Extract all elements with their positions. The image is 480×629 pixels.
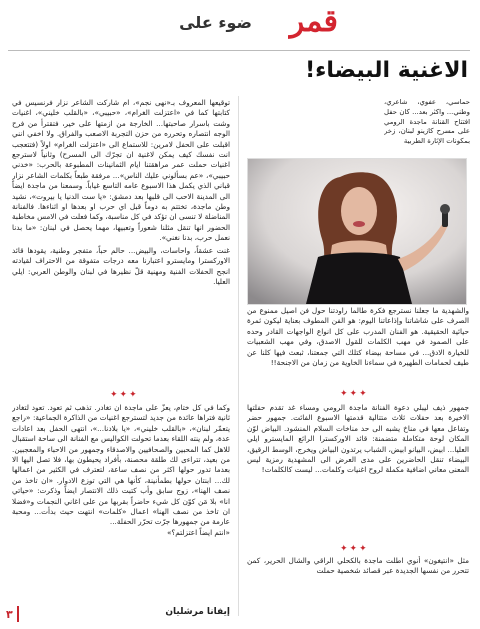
singer-photo xyxy=(247,158,467,305)
article-body-right-final: مثل «انتيغون» أنوي اطلت ماجدة بالكحلي الراقي والشال الحرير، كمن تتحرر من نفسها الجديدة عبر قصائد شخصية حملت xyxy=(247,556,469,576)
article-body-right-lower: جمهور ذيف ليبلي دعوة الفنانة ماجدة الرومي ومساء غد تقدم حفلتها الاخيرة بعد حفلات ثلاث متتالية قدمتها الاسبوع الفائت. جمهور حضر وتفاعل معها في مناخ يشبه الى حد مناخات السلام المنشود. البياض لوّن المكان لوحة متكاملة متضمنة: قائد الاوركسترا الرائع المايسترو ايلي العليا... ابيض، البيانو ابيض، الشباب يرتدون البياض ويخرج، الوسط الرقيق، البيضاء تنقل الحاضرين على مدى العرض الى المشهدية رمزية ليس المعنى معاني اضافية مكملة لروح اغنيات وكلمات... ليست كالكلمات! xyxy=(247,403,469,475)
singer-photo-icon xyxy=(248,159,466,304)
header-divider xyxy=(8,50,470,51)
left-paragraph: وكما في كل ختام، يعزّ على ماجدة ان تغادر. تذهب ثم تعود. تعود لتغادر ثانية فتراها عائدة من جديد لتسترجع اغنيات من الذاكرة الجماعية: «راجع يتعمّر لبنان»، «بالقلب خليني»، «يا بلادنا...»، انتهى الحفل بعد اعادات عدة، ولم ينته اللقاء بعدما تحولت الكواليس مع الفنانة الى ساحة استقبال للاهل كما المحبين والصحافيين والاصدقاء وجمهور من الاحباء والمعجبين. من بعيد، تتراءى لك طلقة محصنة، بأفراد يحيطون بها، فلا تصل اليها الا بعدما تدور حولها اكثر من نصف ساعة، لتعترف في الكثير من اعمالها لك... ابنتان حولها بطمأنينة، كأنها هي التي توزع الادوار. «ان تاخذ من نصف الهنا»، زوج سابق وأب كتبت ذلك الانتصار ايضاً وذكرت: «حياتي انا» بلا مَن كوّن كل شيء حاضراً بقربها من على اغاني النجمات و«فضلا ان تاخذ من نصف الهنا» اعمال «كلمات» انتهت حيث بدأت... ومحبة عارمة من جمهورها جرّت تحرّر الحفلة... xyxy=(12,403,230,527)
section-label: ضوء على xyxy=(179,13,252,32)
left-paragraph: «انتم ايضاً اعتزلتم؟» xyxy=(166,527,230,537)
page-number: ٣ xyxy=(6,608,13,621)
left-paragraph: غنت عشقاً، واحاسات، والبيض... حالم حباً، متفجر وطنية، يقودها قائد الاوركسترا ومايسترو اعتبارنا معه درجات متفوقة من الاحتراف لقيادته انجح الحفلات الفنية ومهنية قلّ نظيرها في لبنان والوطن العربي: ايلي العليا. xyxy=(12,245,230,286)
left-paragraph: توقيعها المعروف بـ«نهى نجم»، ام شاركت الشاعر نزار فرنسيس في كتابتها كما في «اعتزلت الغرام»، «حبيبي»، «بالقلب خليني»، اغنيات وشت باسرار صاحبتها... الخارجة من ازمتها على خير، فتقترأ من فرح الوجه انتصاره وتحرره من حزن التجربة الاصعب والفراق. ولا اخفي انني اقبلت على الحفل لامرين: للاستماع الى «اعتزلت الغرام» اولاً (فتتعجب انت نفسك كيف يمكن لاغنية ان تجرّك الى المسرح) وثانياً لاسترجع اغنيات حملت عمر مراهقتنا ايام الثمانينات المطبوعة بالحرب: «خدني حبيبي»، «عم بسألوني عليك الناس»... مرفقة طبعاً بكلمات الشاعر نزار قباني الذي يكمل هذا الاسبوع عامه التاسع غياباً. وسمعنا من ماجدة ايضاً الى المدينة الاحب الى قلبها بعد دمشق: «يا ست الدنيا يا بيروت»، نشيد وطن ماجدة، تختتم به دوماً قبل اي حرب او بعدها او اثناءها. فالفنانة المناضلة لا تنسى ان تؤكد في كل مناسبة، وكما فعلت في الامس مخاطبة الحضور انها تنقل مثلنا شعوراً وتعبيها، مهما يحصل في لبنان: «ما بدنا نعمل حرب، بدنا نغني». xyxy=(12,98,230,243)
article-body-right-mid: والشهدية ما جعلنا نسترجع فكرة طالما راودتنا حول فن اصيل ممنوع من الصرف على شاشاتنا وإذاعاتنا اليوم: هو الفن المطوف بعناية ليكون ثمرة حيائية الحقيقية. هو الفنان المدرب على كل انواع الواجهات القادر وحده على الصمود في مهب الكلمات للقول الاصدق، وفي مهب الشعبيات للخيارة الادق... في مساحة بيضاء كتلك التي جمعتنا، ثبعث فيها كلنا عن طيف لحمامات الطهيرة في سماءنا الخاوية من زمان من الاجنحة!! xyxy=(247,306,469,368)
brand-logo: قمر xyxy=(289,4,338,39)
article-title: الاغنية البيضاء! xyxy=(305,58,468,83)
article-body-right-top: حماسي، عفوي، شاعري، وطني... واكثر بعد... كان حفل افتتاح القنانة ماجدة الرومي على مسرح كازينو لبنان، زخر بمكونات الإثارة الطربية xyxy=(384,98,470,146)
star-separator: ✦✦✦ xyxy=(340,544,369,554)
star-separator: ✦✦✦ xyxy=(340,389,369,399)
page-number-bar xyxy=(17,606,19,622)
author-name: إيفانا مرشليان xyxy=(165,607,230,617)
column-divider xyxy=(238,96,239,616)
star-separator: ✦✦✦ xyxy=(110,390,139,400)
article-body-left-bottom xyxy=(12,403,230,538)
section-header xyxy=(168,6,338,50)
article-body-left-top xyxy=(12,98,230,287)
